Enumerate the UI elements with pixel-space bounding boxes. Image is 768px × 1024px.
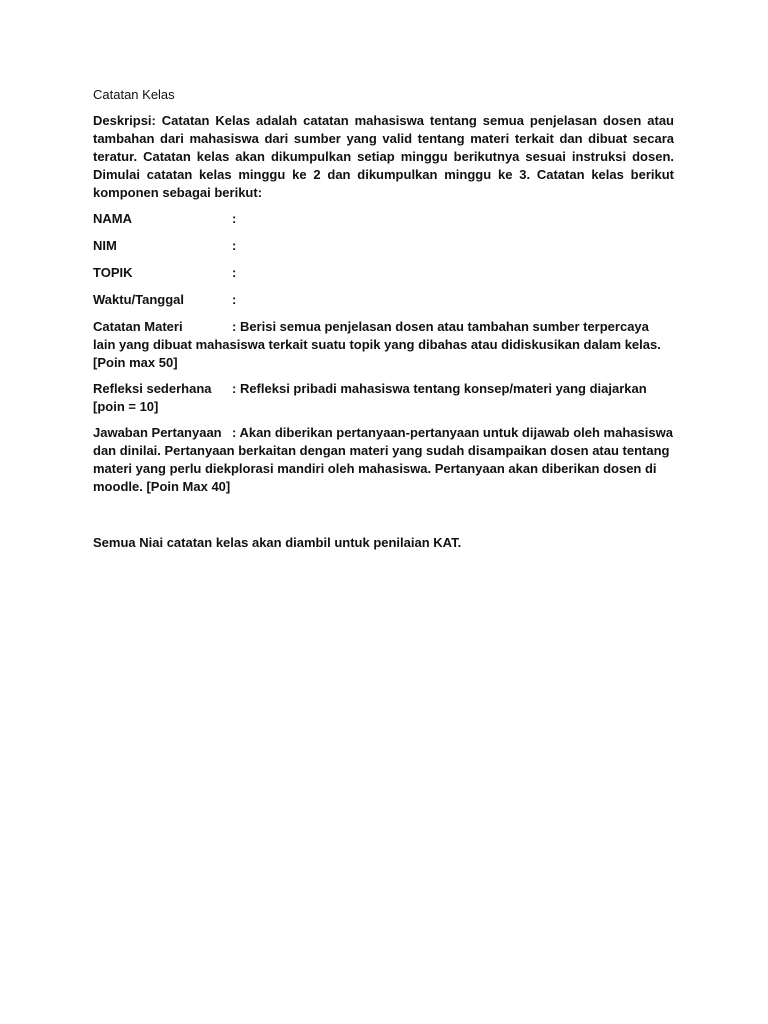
field-separator: : [232,292,237,307]
field-label: NAMA [93,211,132,226]
field-label: TOPIK [93,265,133,280]
entry-jawaban-pertanyaan [93,424,674,496]
footer-note: Semua Niai catatan kelas akan diambil untuk penilaian KAT. [93,535,462,550]
field-nim [93,237,674,255]
entry-catatan-materi [93,318,674,372]
entry-label: Jawaban Pertanyaan [93,425,222,440]
field-waktu-tanggal [93,291,674,309]
field-separator: : [232,238,237,253]
field-label: NIM [93,238,117,253]
entry-text: : Akan diberikan pertanyaan-pertanyaan untuk dijawab oleh mahasiswa dan dinilai. Pertanyaan berkaitan dengan materi yang sudah disampaikan dosen atau tentang materi yang perlu diekplorasi mandiri oleh mahasiswa. Pertanyaan akan diberikan dosen di moodle. [Poin Max 40] [93,425,673,494]
document-title: Catatan Kelas [93,87,175,102]
description-paragraph: Deskripsi: Catatan Kelas adalah catatan mahasiswa tentang semua penjelasan dosen atau tambahan dari mahasiswa dari sumber yang valid tentang materi terkait dan dibuat secara teratur. Catatan kelas akan dikumpulkan setiap minggu berikutnya sesuai instruksi dosen. Dimulai catatan kelas minggu ke 2 dan dikumpulkan minggu ke 3. Catatan kelas berikut komponen sebagai berikut: [93,113,674,200]
entry-label: Refleksi sederhana [93,381,212,396]
entry-refleksi-sederhana [93,380,674,416]
field-label: Waktu/Tanggal [93,292,184,307]
field-separator: : [232,265,237,280]
document-page [93,86,674,552]
field-topik [93,264,674,282]
field-nama [93,210,674,228]
spacer [93,504,674,534]
entry-label: Catatan Materi [93,319,183,334]
entry-text: : Berisi semua penjelasan dosen atau tambahan sumber terpercaya lain yang dibuat mahasiswa terkait suatu topik yang dibahas atau didiskusikan dalam kelas. [Poin max 50] [93,319,661,370]
entry-text: : Refleksi pribadi mahasiswa tentang konsep/materi yang diajarkan [poin = 10] [93,381,647,414]
field-separator: : [232,211,237,226]
